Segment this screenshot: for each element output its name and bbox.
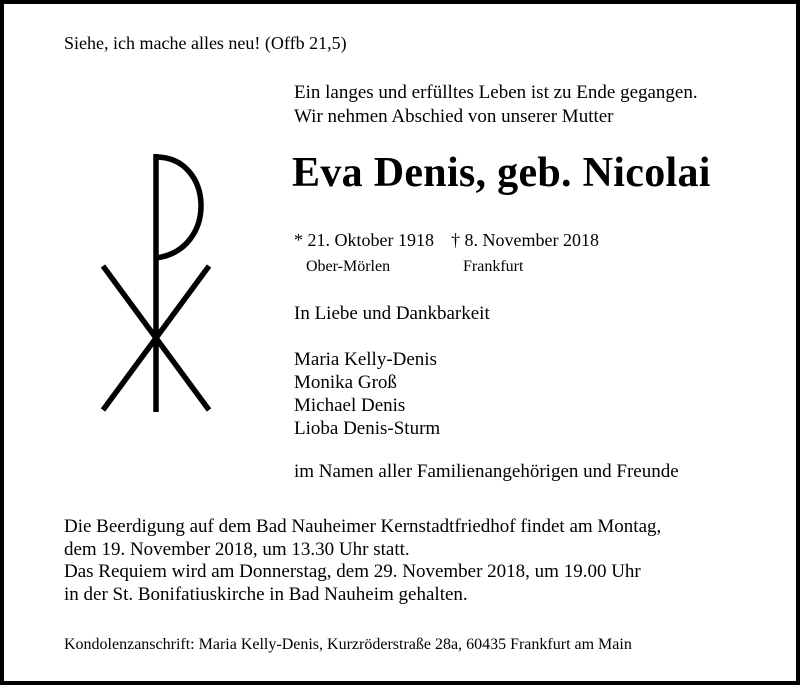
mourner: Maria Kelly-Denis [294,349,437,370]
mourners-list [294,348,440,440]
on-behalf-line: im Namen aller Familienangehörigen und Freunde [294,461,679,482]
funeral-line: Das Requiem wird am Donnerstag, dem 29. November 2018, um 19.00 Uhr [64,561,641,582]
intro-line-2: Wir nehmen Abschied von unserer Mutter [294,106,614,127]
intro-line-1: Ein langes und erfülltes Leben ist zu Ende gegangen. [294,82,698,103]
mourner: Monika Groß [294,372,397,393]
death-date: † 8. November 2018 [451,230,599,250]
love-line: In Liebe und Dankbarkeit [294,303,490,324]
deceased-name: Eva Denis, geb. Nicolai [292,150,711,196]
bible-verse: Siehe, ich mache alles neu! (Offb 21,5) [64,33,347,53]
mourner: Michael Denis [294,395,406,416]
funeral-line: dem 19. November 2018, um 13.30 Uhr statt. [64,538,410,560]
death-place: Frankfurt [463,258,524,275]
mourner: Lioba Denis-Sturm [294,418,441,439]
chi-rho-icon [96,150,216,415]
funeral-line: in der St. Bonifatiuskirche in Bad Nauheim gehalten. [64,583,468,605]
funeral-details [64,516,661,606]
birth-date: * 21. Oktober 1918 [294,230,434,250]
birth-place: Ober-Mörlen [306,258,391,275]
funeral-line: Die Beerdigung auf dem Bad Nauheimer Kernstadtfriedhof findet am Montag, [64,516,662,537]
condolence-address: Kondolenzanschrift: Maria Kelly-Denis, Kurzröderstraße 28a, 60435 Frankfurt am Main [64,636,632,653]
